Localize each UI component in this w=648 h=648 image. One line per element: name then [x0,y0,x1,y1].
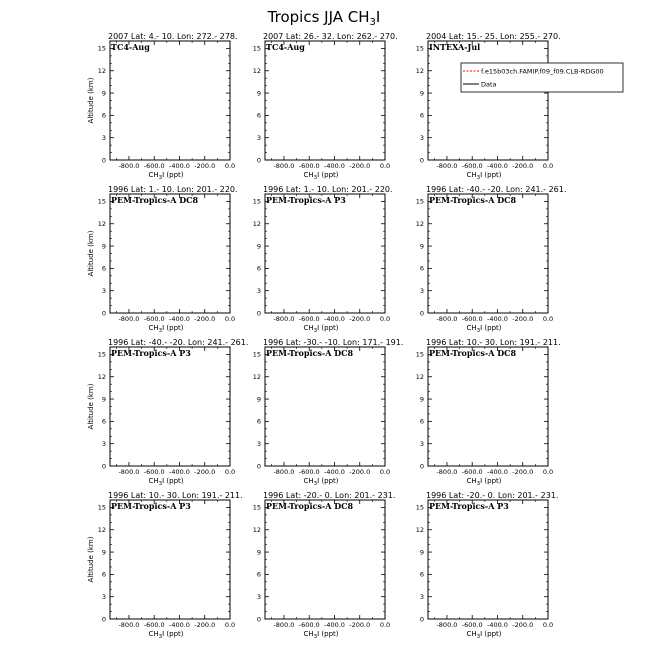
x-tick-label: -600.0 [461,315,483,323]
x-tick-label: -600.0 [298,621,320,629]
panel-7 [87,338,248,487]
y-tick-label: 3 [101,133,106,142]
axis-label-subscript: 3 [313,481,318,487]
axis-label-part: I (ppt) [480,630,502,638]
x-tick-label: -400.0 [323,162,345,170]
y-tick-label: 0 [419,156,424,165]
axis-label-part: CH [148,477,159,485]
y-tick-label: 9 [419,89,424,98]
x-tick-label: -200.0 [512,468,534,476]
axis-label-part: CH [303,171,314,179]
x-tick-label: -200.0 [349,468,371,476]
x-tick-label: -600.0 [298,315,320,323]
x-tick-label: -600.0 [461,162,483,170]
panel-region-label: 1996 Lat: -20.- 0. Lon: 201.- 231. [426,491,559,500]
plot-frame [428,347,548,466]
axis-label-part: CH [466,324,477,332]
plot-frame [110,194,230,313]
x-tick-label: -600.0 [143,315,165,323]
y-tick-label: 0 [256,309,261,318]
panel-campaign-label: PEM-Tropics-A DC8 [266,348,354,358]
panel-campaign-label: PEM-Tropics-A DC8 [266,501,354,511]
x-tick-label: -800.0 [436,315,458,323]
y-tick-label: 9 [101,242,106,251]
x-tick-label: -200.0 [194,162,216,170]
plot-frame [428,41,548,160]
y-tick-label: 0 [256,615,261,624]
axis-label-part: I (ppt) [162,171,184,179]
panel-region-label: 1996 Lat: -20.- 0. Lon: 201.- 231. [263,491,396,500]
axis-label-part: I (ppt) [480,477,502,485]
y-tick-label: 6 [101,570,106,579]
y-axis-label: Altitude (km) [87,536,95,583]
y-tick-label: 15 [252,197,261,206]
y-tick-label: 6 [101,111,106,120]
axis-label-subscript: 3 [158,328,163,334]
y-tick-label: 15 [415,197,424,206]
panel-grid [87,32,623,640]
y-tick-label: 3 [256,592,261,601]
x-tick-label: 0.0 [542,468,554,476]
y-tick-label: 12 [415,67,424,76]
panel-4 [87,185,238,334]
panel-campaign-label: PEM-Tropics-A DC8 [429,195,517,205]
x-tick-label: -200.0 [349,315,371,323]
x-tick-label: -400.0 [486,315,508,323]
x-tick-label: 0.0 [224,468,236,476]
x-tick-label: -600.0 [143,162,165,170]
panel-region-label: 1996 Lat: -40.- -20. Lon: 241.- 261. [426,185,567,194]
panel-12 [416,491,559,640]
y-axis-label: Altitude (km) [87,77,95,124]
y-tick-label: 12 [252,67,261,76]
axis-label [148,324,183,334]
y-tick-label: 12 [252,220,261,229]
plot-frame [110,41,230,160]
figure-title-subscript: 3 [369,17,376,28]
y-tick-label: 15 [97,197,106,206]
y-tick-label: 12 [415,373,424,382]
x-tick-label: -400.0 [168,162,190,170]
x-tick-label: -800.0 [273,315,295,323]
y-tick-label: 9 [101,89,106,98]
y-tick-label: 9 [256,89,261,98]
x-tick-label: -200.0 [349,162,371,170]
axis-label-subscript: 3 [476,175,481,181]
panel-campaign-label: PEM-Tropics-A P3 [429,501,509,511]
panel-campaign-label: PEM-Tropics-A DC8 [111,195,199,205]
figure-title-main: Tropics JJA CH [267,8,370,26]
y-tick-label: 6 [101,264,106,273]
y-axis-label: Altitude (km) [87,230,95,277]
plot-frame [265,500,385,619]
y-axis-label: Altitude (km) [87,383,95,430]
x-tick-label: 0.0 [224,315,236,323]
x-tick-label: 0.0 [224,162,236,170]
panel-campaign-label: INTEXA-Jul [429,42,481,52]
panel-campaign-label: PEM-Tropics-A P3 [266,195,346,205]
panel-10 [87,491,243,640]
x-tick-label: -600.0 [461,468,483,476]
x-tick-label: -400.0 [323,315,345,323]
plot-frame [110,347,230,466]
axis-label [148,630,183,640]
x-tick-label: -200.0 [512,315,534,323]
x-tick-label: -400.0 [486,621,508,629]
axis-label [466,477,501,487]
panel-campaign-label: PEM-Tropics-A DC8 [429,348,517,358]
x-tick-label: -800.0 [118,162,140,170]
axis-label-subscript: 3 [158,481,163,487]
y-tick-label: 6 [101,417,106,426]
y-tick-label: 6 [419,570,424,579]
x-tick-label: -200.0 [349,621,371,629]
x-tick-label: -400.0 [168,621,190,629]
x-tick-label: -800.0 [118,315,140,323]
axis-label-part: I (ppt) [317,477,339,485]
panel-campaign-label: PEM-Tropics-A P3 [111,501,191,511]
legend [461,63,623,92]
axis-label-part: I (ppt) [480,171,502,179]
x-tick-label: -800.0 [118,621,140,629]
panel-region-label: 2007 Lat: 4.- 10. Lon: 272.- 278. [108,32,238,41]
axis-label-part: CH [466,171,477,179]
y-tick-label: 3 [101,592,106,601]
axis-label-part: I (ppt) [162,477,184,485]
x-tick-label: -400.0 [168,468,190,476]
axis-label-part: CH [148,171,159,179]
y-tick-label: 12 [252,526,261,535]
x-tick-label: -400.0 [486,468,508,476]
figure-title [267,8,381,28]
plot-frame [110,500,230,619]
y-tick-label: 3 [256,439,261,448]
y-tick-label: 6 [419,264,424,273]
plot-frame [265,194,385,313]
x-tick-label: -600.0 [143,621,165,629]
figure-title-suffix: I [375,8,381,26]
y-tick-label: 0 [101,156,106,165]
y-tick-label: 6 [419,417,424,426]
y-tick-label: 3 [419,133,424,142]
panel-campaign-label: PEM-Tropics-A P3 [111,348,191,358]
axis-label-part: CH [303,324,314,332]
axis-label-part: CH [303,630,314,638]
y-tick-label: 0 [101,309,106,318]
axis-label-part: CH [466,630,477,638]
axis-label-subscript: 3 [313,328,318,334]
panel-region-label: 1996 Lat: 1.- 10. Lon: 201.- 220. [263,185,393,194]
x-tick-label: 0.0 [379,468,391,476]
x-tick-label: -800.0 [273,162,295,170]
axis-label-part: I (ppt) [162,324,184,332]
axis-label [148,171,183,181]
axis-label-part: CH [148,324,159,332]
axis-label-part: CH [303,477,314,485]
y-tick-label: 15 [97,44,106,53]
panel-campaign-label: TC4-Aug [111,42,150,52]
panel-region-label: 1996 Lat: -30.- -10. Lon: 171.- 191. [263,338,404,347]
axis-label-part: I (ppt) [317,324,339,332]
axis-label-subscript: 3 [158,634,163,640]
y-tick-label: 9 [101,395,106,404]
axis-label-subscript: 3 [476,481,481,487]
axis-label-part: I (ppt) [480,324,502,332]
y-tick-label: 3 [419,592,424,601]
y-tick-label: 3 [419,286,424,295]
x-tick-label: 0.0 [542,621,554,629]
panel-region-label: 2004 Lat: 15.- 25. Lon: 255.- 270. [426,32,561,41]
y-tick-label: 15 [252,350,261,359]
x-tick-label: -200.0 [194,621,216,629]
x-tick-label: 0.0 [542,315,554,323]
axis-label [466,171,501,181]
x-tick-label: 0.0 [379,162,391,170]
axis-label-part: I (ppt) [317,171,339,179]
x-tick-label: -800.0 [436,621,458,629]
panel-5 [253,185,393,334]
axis-label [466,630,501,640]
y-tick-label: 6 [256,417,261,426]
x-tick-label: -200.0 [512,621,534,629]
y-tick-label: 9 [256,548,261,557]
y-tick-label: 15 [415,503,424,512]
y-tick-label: 0 [256,462,261,471]
y-tick-label: 15 [415,44,424,53]
y-tick-label: 15 [97,350,106,359]
legend-label-1: f.e15b03ch.FAMIP.f09_f09.CLB-RDG00 [481,67,604,76]
panel-region-label: 1996 Lat: 10.- 30. Lon: 191.- 211. [108,491,243,500]
x-tick-label: -800.0 [436,162,458,170]
x-tick-label: -200.0 [512,162,534,170]
axis-label [303,324,338,334]
panel-8 [253,338,404,487]
panel-2 [253,32,398,181]
axis-label-part: CH [148,630,159,638]
y-tick-label: 12 [97,67,106,76]
y-tick-label: 3 [101,439,106,448]
x-tick-label: -400.0 [323,621,345,629]
x-tick-label: -600.0 [298,162,320,170]
panel-region-label: 1996 Lat: 10.- 30. Lon: 191.- 211. [426,338,561,347]
y-tick-label: 9 [256,242,261,251]
x-tick-label: -400.0 [486,162,508,170]
x-tick-label: -800.0 [436,468,458,476]
axis-label [303,171,338,181]
y-tick-label: 0 [101,462,106,471]
x-tick-label: -400.0 [323,468,345,476]
x-tick-label: 0.0 [542,162,554,170]
y-tick-label: 6 [419,111,424,120]
y-tick-label: 0 [419,462,424,471]
y-tick-label: 3 [256,133,261,142]
panel-6 [416,185,567,334]
plot-frame [265,347,385,466]
y-tick-label: 9 [256,395,261,404]
axis-label-subscript: 3 [158,175,163,181]
y-tick-label: 9 [419,395,424,404]
y-tick-label: 12 [252,373,261,382]
axis-label-subscript: 3 [313,634,318,640]
x-tick-label: 0.0 [379,315,391,323]
x-tick-label: -600.0 [298,468,320,476]
x-tick-label: 0.0 [379,621,391,629]
axis-label-subscript: 3 [476,634,481,640]
y-tick-label: 12 [415,220,424,229]
axis-label-part: CH [466,477,477,485]
panel-1 [87,32,238,181]
y-tick-label: 3 [101,286,106,295]
y-tick-label: 15 [415,350,424,359]
panel-region-label: 2007 Lat: 26.- 32. Lon: 262.- 270. [263,32,398,41]
y-tick-label: 3 [419,439,424,448]
panel-11 [253,491,396,640]
legend-label-2: Data [481,80,497,89]
y-tick-label: 6 [256,264,261,273]
x-tick-label: -800.0 [273,621,295,629]
y-tick-label: 15 [252,44,261,53]
x-tick-label: -400.0 [168,315,190,323]
x-tick-label: -200.0 [194,468,216,476]
x-tick-label: -600.0 [461,621,483,629]
x-tick-label: -800.0 [273,468,295,476]
x-tick-label: -200.0 [194,315,216,323]
y-tick-label: 3 [256,286,261,295]
plot-frame [265,41,385,160]
y-tick-label: 0 [419,309,424,318]
axis-label [303,477,338,487]
panel-3 [416,32,623,181]
axis-label [466,324,501,334]
x-tick-label: 0.0 [224,621,236,629]
plot-frame [428,500,548,619]
x-tick-label: -800.0 [118,468,140,476]
y-tick-label: 9 [419,242,424,251]
x-tick-label: -600.0 [143,468,165,476]
y-tick-label: 15 [252,503,261,512]
y-tick-label: 0 [101,615,106,624]
y-tick-label: 9 [101,548,106,557]
panel-region-label: 1996 Lat: 1.- 10. Lon: 201.- 220. [108,185,238,194]
panel-region-label: 1996 Lat: -40.- -20. Lon: 241.- 261. [108,338,249,347]
y-tick-label: 0 [256,156,261,165]
axis-label [303,630,338,640]
axis-label [148,477,183,487]
y-tick-label: 12 [415,526,424,535]
y-tick-label: 0 [419,615,424,624]
panel-9 [416,338,561,487]
y-tick-label: 12 [97,526,106,535]
plot-frame [428,194,548,313]
axis-label-part: I (ppt) [162,630,184,638]
y-tick-label: 6 [256,111,261,120]
y-tick-label: 15 [97,503,106,512]
y-tick-label: 6 [256,570,261,579]
axis-label-part: I (ppt) [317,630,339,638]
y-tick-label: 9 [419,548,424,557]
axis-label-subscript: 3 [313,175,318,181]
panel-campaign-label: TC4-Aug [266,42,305,52]
axis-label-subscript: 3 [476,328,481,334]
y-tick-label: 12 [97,220,106,229]
y-tick-label: 12 [97,373,106,382]
